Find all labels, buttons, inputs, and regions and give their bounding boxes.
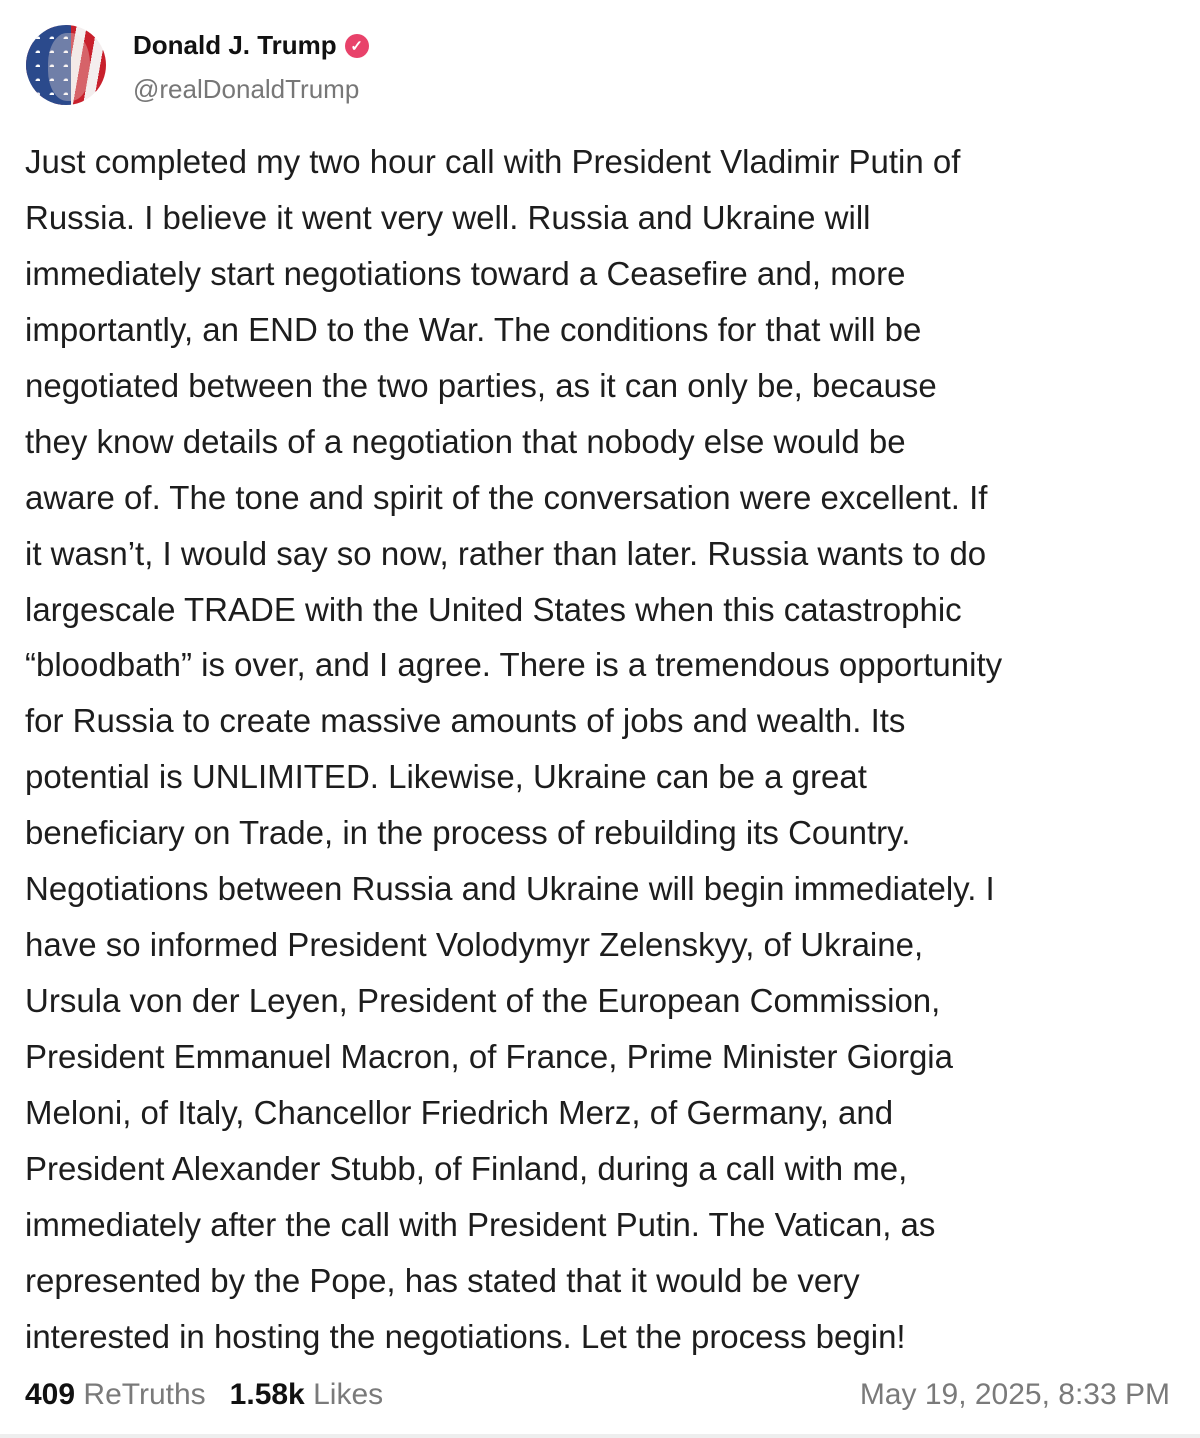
author-handle[interactable]: @realDonaldTrump bbox=[133, 74, 360, 104]
post-text-line: largescale TRADE with the United States when this catastrophic bbox=[25, 590, 962, 628]
verified-badge-icon: ✓ bbox=[345, 34, 369, 58]
post-body bbox=[25, 134, 1002, 1365]
post-text-line: negotiated between the two parties, as it can only be, because bbox=[25, 366, 937, 404]
post-timestamp[interactable]: May 19, 2025, 8:33 PM bbox=[859, 1378, 1170, 1411]
post-text-line: immediately start negotiations toward a Ceasefire and, more bbox=[25, 254, 906, 292]
post-text-line: for Russia to create massive amounts of jobs and wealth. Its bbox=[25, 702, 906, 740]
likes-label: Likes bbox=[313, 1378, 384, 1411]
retruths-count: 409 bbox=[25, 1378, 76, 1411]
post-text-line: it wasn’t, I would say so now, rather than later. Russia wants to do bbox=[25, 534, 987, 572]
retruths-stat[interactable] bbox=[25, 1378, 206, 1412]
post-text-line: represented by the Pope, has stated that it would be very bbox=[25, 1261, 860, 1299]
author-name-text: Donald J. Trump bbox=[133, 30, 337, 60]
post-text-line: “bloodbath” is over, and I agree. There is a tremendous opportunity bbox=[25, 646, 1003, 684]
post-text-line: Russia. I believe it went very well. Russia and Ukraine will bbox=[25, 198, 871, 236]
likes-count: 1.58k bbox=[229, 1378, 305, 1411]
post-text-line: they know details of a negotiation that nobody else would be bbox=[25, 422, 906, 460]
post-text-line: Meloni, of Italy, Chancellor Friedrich Merz, of Germany, and bbox=[25, 1093, 894, 1131]
post-text-line: potential is UNLIMITED. Likewise, Ukraine can be a great bbox=[25, 758, 867, 796]
post-text-line: have so informed President Volodymyr Zelenskyy, of Ukraine, bbox=[25, 926, 924, 964]
divider bbox=[0, 1434, 1200, 1438]
retruths-label: ReTruths bbox=[83, 1378, 206, 1411]
post-text-line: Just completed my two hour call with President Vladimir Putin of bbox=[25, 143, 961, 180]
post-text-line: Negotiations between Russia and Ukraine will begin immediately. I bbox=[25, 870, 995, 908]
post-stats bbox=[25, 1378, 1170, 1412]
post-text-line: Ursula von der Leyen, President of the European Commission, bbox=[25, 982, 941, 1020]
post-text-line: importantly, an END to the War. The conditions for that will be bbox=[25, 310, 922, 348]
post-text-line: beneficiary on Trade, in the process of rebuilding its Country. bbox=[25, 814, 911, 852]
post-text-line: President Alexander Stubb, of Finland, during a call with me, bbox=[25, 1149, 908, 1187]
likes-stat[interactable] bbox=[230, 1378, 383, 1412]
post-text-line: President Emmanuel Macron, of France, Prime Minister Giorgia bbox=[25, 1038, 953, 1075]
post-text-line: interested in hosting the negotiations. Let the process begin! bbox=[25, 1317, 906, 1355]
avatar[interactable] bbox=[26, 25, 106, 105]
post-text-line: immediately after the call with President Putin. The Vatican, as bbox=[25, 1205, 936, 1243]
post-text-line: aware of. The tone and spirit of the conversation were excellent. If bbox=[25, 478, 988, 516]
author-name[interactable] bbox=[133, 30, 369, 61]
